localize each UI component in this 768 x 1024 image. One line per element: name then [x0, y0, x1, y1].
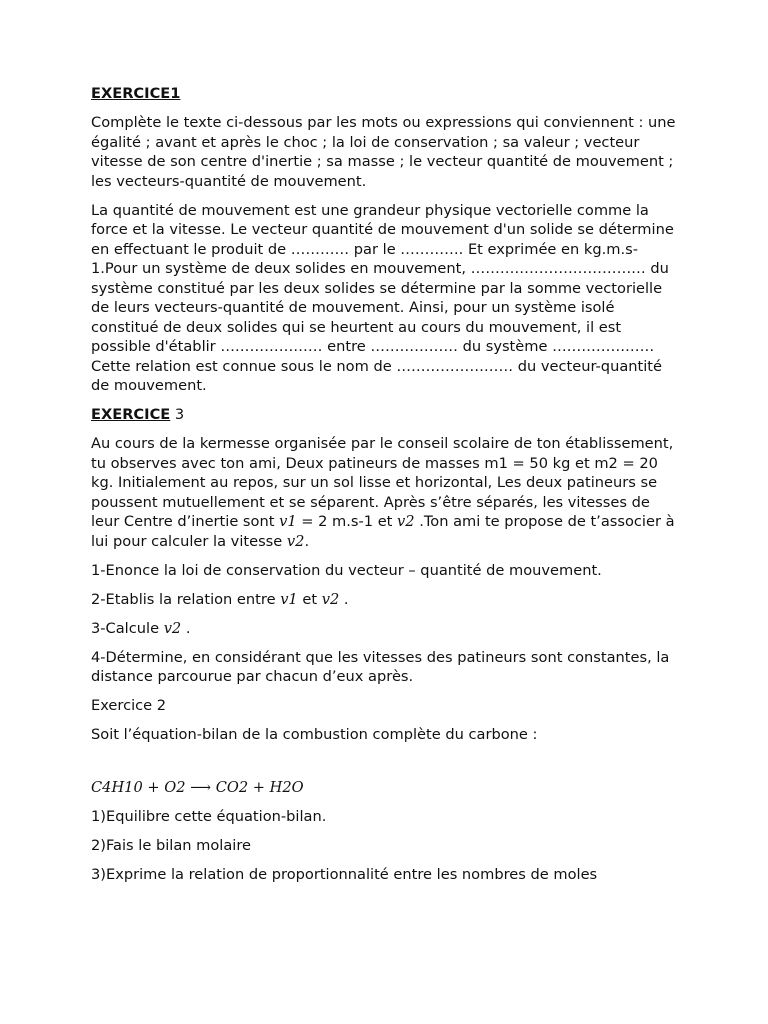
v2-symbol: 𝑣2 [397, 513, 415, 530]
statement-part: . [304, 532, 310, 550]
exercice2-title: Exercice 2 [91, 697, 167, 714]
exercice1-title: EXERCICE1 [91, 85, 181, 102]
exercice3-question-1: 1-Enonce la loi de conservation du vecteur – quantité de mouvement. [91, 561, 602, 579]
document-page [91, 84, 681, 894]
v1-symbol: 𝑣1 [280, 590, 298, 608]
statement-part: .Ton ami te propose de t’associer à lui pour calculer la vitesse [91, 513, 675, 550]
question-part: . [339, 590, 349, 608]
exercice3-question-4: 4-Détermine, en considérant que les vitesses des patineurs sont constantes, la distance parcourue par chacun d’eux après. [91, 648, 670, 685]
exercice2-question-2: 2)Fais le bilan molaire [91, 837, 252, 854]
v2-symbol: 𝑣2 [321, 590, 340, 608]
v2-symbol: 𝑣2 [163, 619, 182, 637]
exercice1-text: La quantité de mouvement est une grandeur physique vectorielle comme la force et la vitesse. Le vecteur quantité de mouvement d'un solide se détermine en effectuant le produit de ………… par le …………. Et exprimée en kg.m.s-1.Pour un système de deux solides en mouvement, ……………………………… du système constitué par les deux solides se détermine par la somme vectorielle de leurs vecteurs-quantité de mouvement. Ainsi, pour un système isolé constitué de deux solides qui se heurtent au cours du mouvement, il est possible d'établir ………………… entre ……………… du système ………………… Cette relation est connue sous le nom de …………………… du vecteur-quantité de mouvement. [91, 201, 674, 394]
statement-part: Au cours de la kermesse organisée par le conseil scolaire de ton établissement, tu observes avec ton ami, Deux patineurs de masses m1 = 50 kg et m2 = 20 kg. Initialement au repos, sur un sol lisse et horizontal, Les deux patineurs se poussent mutuellement et se séparent. Après s’être séparés, les vitesses de leur Centre d’inertie sont [91, 435, 674, 530]
exercice3-question-3 [91, 619, 681, 639]
question-part: . [181, 619, 191, 637]
statement-part: = 2 m.s-1 et [296, 513, 398, 530]
exercice2-question-3: 3)Exprime la relation de proportionnalité entre les nombres de moles [91, 866, 598, 883]
question-part: 2-Etablis la relation entre [91, 590, 281, 608]
question-part: et [297, 590, 322, 608]
question-part: 3-Calcule [91, 619, 164, 637]
chemical-equation: 𝐶4𝐻10 + 𝑂2 ⟶ 𝐶𝑂2 + 𝐻2𝑂 [91, 779, 304, 796]
spacer [91, 754, 681, 778]
exercice3-statement [91, 434, 681, 551]
exercice3-title [91, 405, 681, 425]
exercice3-question-2 [91, 590, 681, 610]
exercice2-question-1: 1)Equilibre cette équation-bilan. [91, 808, 327, 825]
v2-symbol: 𝑣2 [286, 532, 305, 550]
v1-symbol: 𝑣1 [279, 513, 297, 530]
exercice1-intro: Complète le texte ci-dessous par les mots ou expressions qui conviennent : une égalité ; avant et après le choc ; la loi de conservation ; sa valeur ; vecteur vitesse de son centre d'inertie ; sa masse ; le vecteur quantité de mouvement ; les vecteurs-quantité de mouvement. [91, 114, 676, 190]
exercice2-intro: Soit l’équation-bilan de la combustion complète du carbone : [91, 726, 538, 743]
exercice3-title-bold: EXERCICE [91, 406, 171, 423]
exercice3-title-num: 3 [170, 406, 185, 423]
